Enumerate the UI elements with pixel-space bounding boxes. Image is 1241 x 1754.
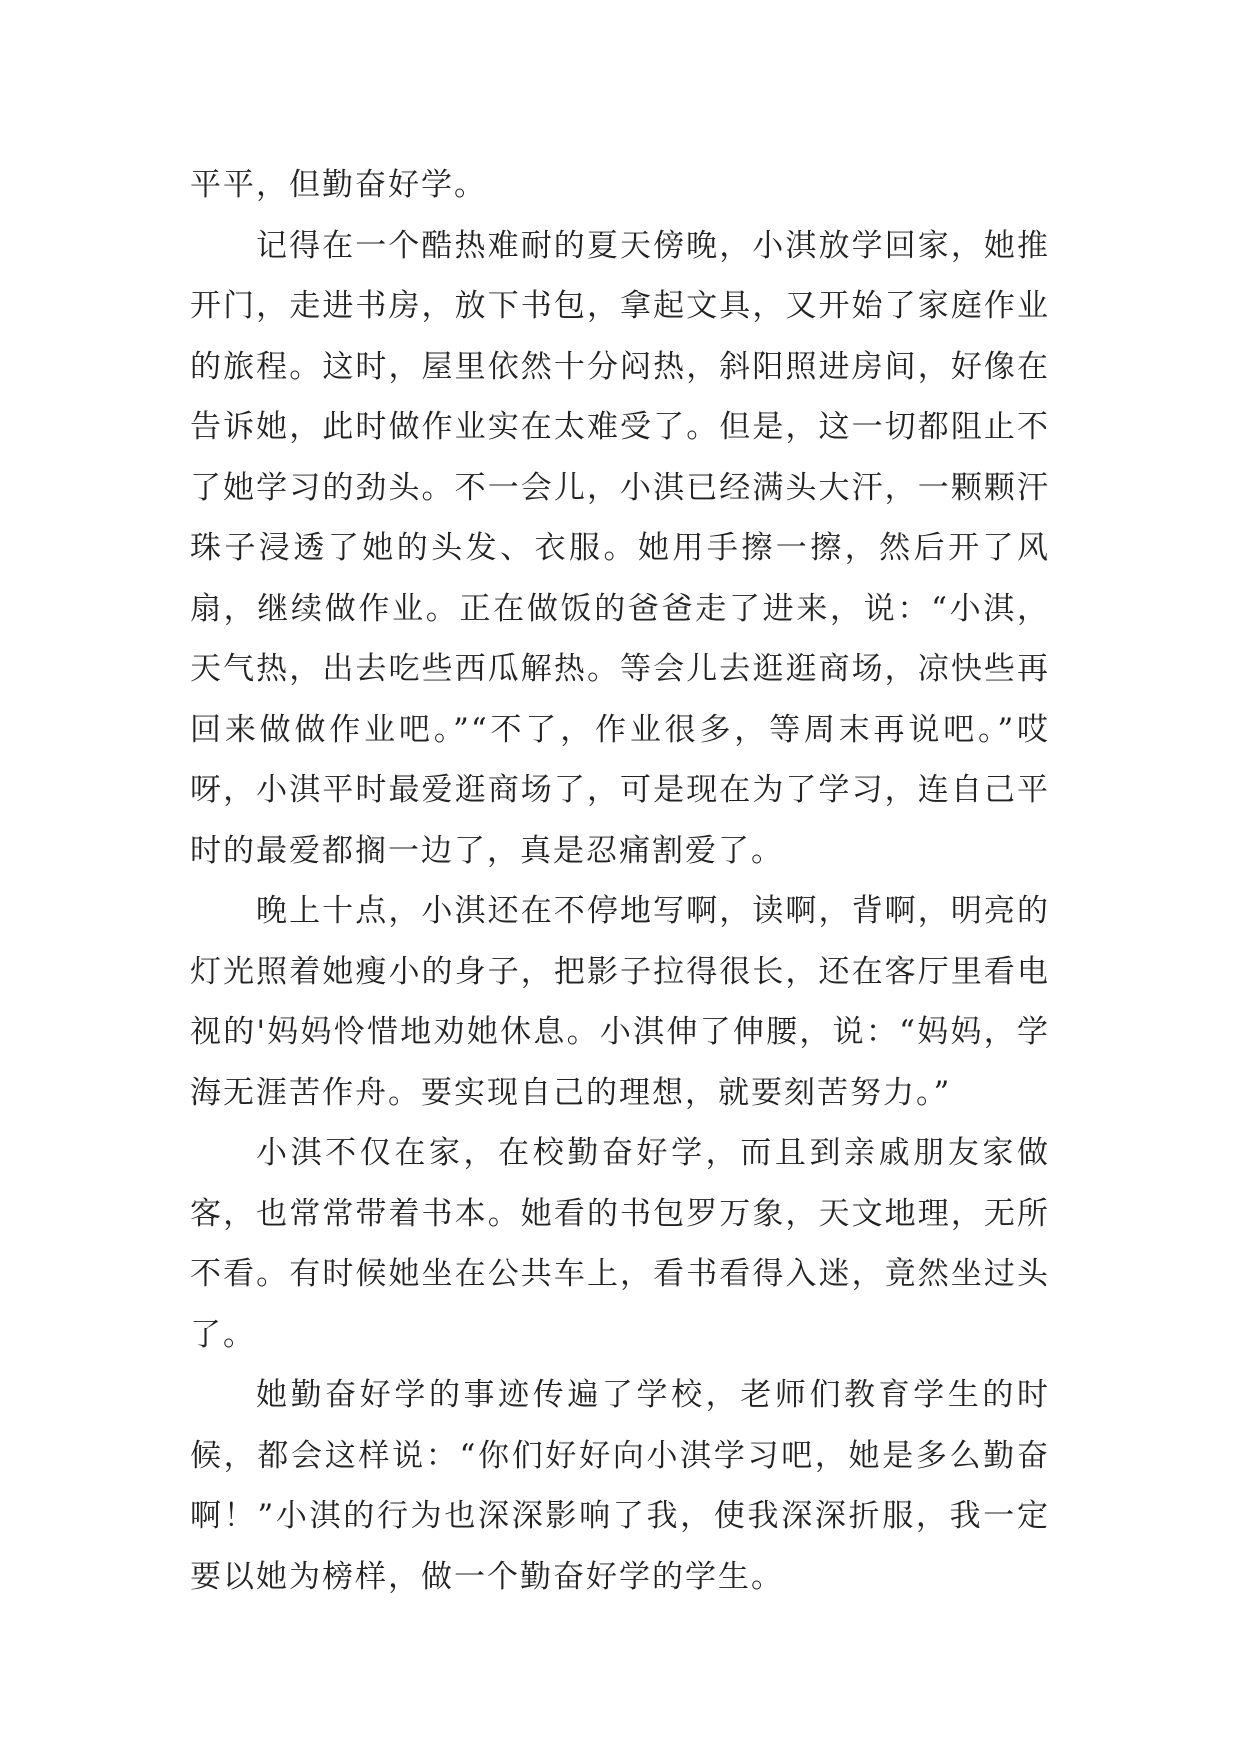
paragraph-role-model: 她勤奋好学的事迹传遍了学校，老师们教育学生的时候，都会这样说：“你们好好向小淇学习吧，她是多么勤奋啊！”小淇的行为也深深影响了我，使我深深折服，我一定要以她为榜样，做一个勤奋好学的学生。 (190, 1377, 1050, 1595)
paragraph-continuation: 平平，但勤奋好学。 (190, 167, 487, 203)
document-body (190, 155, 1050, 1607)
paragraph-books: 小淇不仅在家，在校勤奋好学，而且到亲戚朋友家做客，也常常带着书本。她看的书包罗万象，天文地理，无所不看。有时候她坐在公共车上，看书看得入迷，竟然坐过头了。 (190, 1135, 1050, 1353)
paragraph-summer-evening: 记得在一个酷热难耐的夏天傍晚，小淇放学回家，她推开门，走进书房，放下书包，拿起文具，又开始了家庭作业的旅程。这时，屋里依然十分闷热，斜阳照进房间，好像在告诉她，此时做作业实在太难受了。但是，这一切都阻止不了她学习的劲头。不一会儿，小淇已经满头大汗，一颗颗汗珠子浸透了她的头发、衣服。她用手擦一擦，然后开了风扇，继续做作业。正在做饭的爸爸走了进来，说：“小淇，天气热，出去吃些西瓜解热。等会儿去逛逛商场，凉快些再回来做做作业吧。”“不了，作业很多，等周末再说吧。”哎呀，小淇平时最爱逛商场了，可是现在为了学习，连自己平时的最爱都搁一边了，真是忍痛割爱了。 (190, 227, 1050, 869)
paragraph-ten-pm: 晚上十点，小淇还在不停地写啊，读啊，背啊，明亮的灯光照着她瘦小的身子，把影子拉得很长，还在客厅里看电视的'妈妈怜惜地劝她休息。小淇伸了伸腰，说：“妈妈，学海无涯苦作舟。要实现自己的理想，就要刻苦努力。” (190, 893, 1050, 1111)
